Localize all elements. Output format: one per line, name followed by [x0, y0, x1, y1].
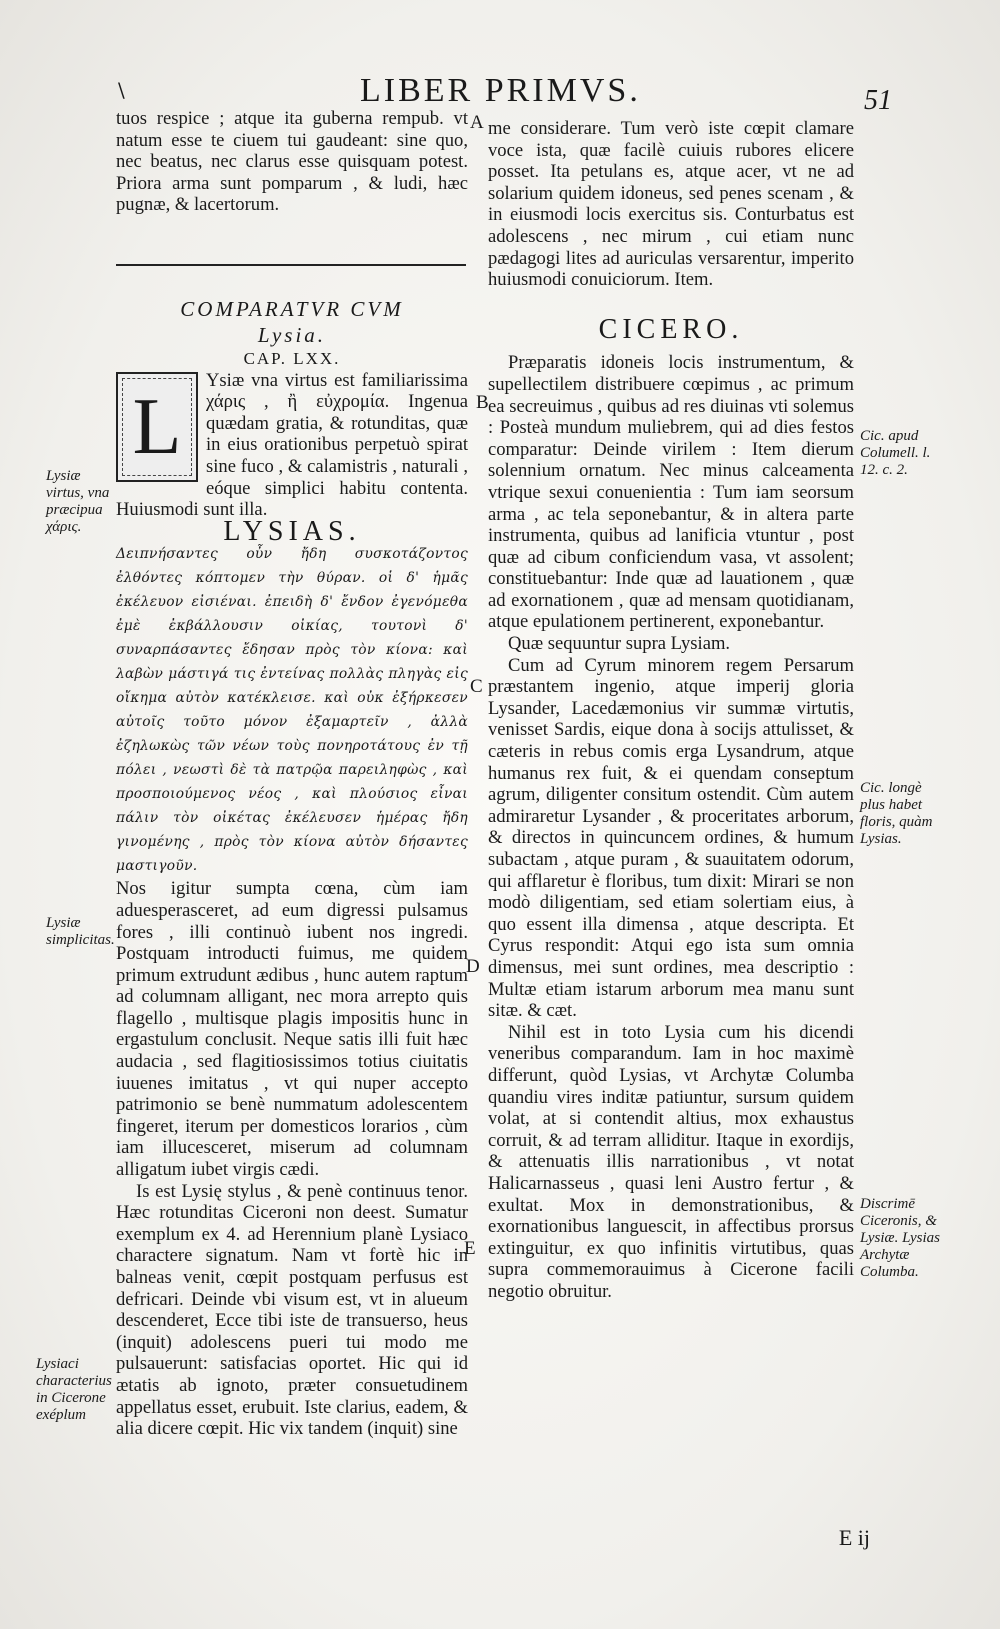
right-paragraph-3: Quæ sequuntur supra Lysiam. — [508, 633, 731, 655]
signature-mark: E ij — [838, 1525, 870, 1550]
divider-rule — [116, 264, 466, 266]
margin-note-left-2: Lysiæ simplicitas. — [46, 915, 115, 948]
left-column — [116, 108, 468, 1440]
running-head: LIBER PRIMVS. — [360, 72, 641, 109]
section-letter-a: A — [470, 112, 484, 133]
section-letter-d: D — [466, 956, 480, 977]
section-letter-c: C — [470, 676, 483, 697]
margin-note-right-1: Cic. apud Columell. l. 12. c. 2. — [860, 428, 931, 478]
chapter-heading: CAP. LXX. — [243, 348, 341, 368]
page-number: 51 — [864, 85, 892, 116]
greek-passage: Δειπνήσαντες οὖν ἤδη συσκοτάζοντος ἐλθόντες κόπτομεν τὴν θύραν. οἱ δ' ἡμᾶς ἐκέλευον εἰσιέναι. ἐπειδὴ δ' ἔνδον ἐγενόμεθα ἐμὲ ἐκβάλλουσιν οἰκίας, τουτονὶ δ' συναρπάσαντες ἔδησαν πρὸς τὸν κίονα: καὶ λαβὼν μάστιγά τις ἐντείνας πολλὰς πληγὰς εἰς οἴκημα αὐτὸν κατέκλεισε. καὶ οὐκ ἐξήρκεσεν αὐτοῖς τοῦτο μόνον ἐξαμαρτεῖν , ἀλλὰ ἐζηλωκὼς τῶν νέων τοὺς πονηροτάτους ἐν τῇ πόλει , νεωστὶ δὲ τὰ πατρῷα παρειληφὼς , καὶ προσποιούμενος νέος , καὶ πλούσιος εἶναι πάλιν τὸν οἰκέτας ἐκέλευσεν ἡμέρας ἤδη γινομένης , πρὸς τὸν κίονα αὐτὸν δήσαντες μαστιγοῦν. — [116, 546, 468, 875]
margin-note-right-3: Discrimē Ciceronis, & Lysiæ. Lysias Archytæ Columba. — [860, 1196, 940, 1280]
section-title: COMPARATVR CVM — [180, 296, 404, 321]
margin-note-right-2: Cic. longè plus habet floris, quàm Lysias. — [860, 780, 933, 847]
section-letter-b: B — [476, 392, 489, 413]
right-column — [488, 118, 854, 1302]
cicero-heading: CICERO. — [598, 313, 744, 345]
right-paragraph-2: Præparatis idoneis locis instrumentum, & supellectilem distribuere cœpimus , ac primum ea secreuimus , quibus ad res diuinas vti solemus : Posteà mundum muliebrem, qui ad dies festos comparatur: Deinde virilem : Item dierum solennium ornatum. Nec minus calceamenta vtrique sexui conuenientia : Tum iam seorsum arma , ac tela seponebantur, & in altera parte instrumenta, quibus ad lanificia vtuntur , post quæ ad cibum conficiendum vasa, vt assolent; constituebantur: Inde quæ ad lauationem , quæ ad exornationem , quæ ad mensam quotidianam, atque epulationem pertinerent, exponebantur. — [488, 352, 854, 633]
lysias-heading: LYSIAS. — [223, 515, 361, 547]
page-mark: \ — [118, 78, 125, 102]
left-paragraph-1: tuos respice ; atque ita guberna rempub. vt natum esse te ciuem tui gaudeant: sine quo, nec beatus, nec clarus esse quisquam potest. Priora arma sunt pomparum , & ludi, hæc pugnæ, & lacertorum. — [116, 108, 468, 216]
right-paragraph-5: Nihil est in toto Lysia cum his dicendi veneribus comparandum. Iam in hoc maximè differunt, quòd Lysias, vt Archytæ Columba quandiu vires inditæ patiuntur, sursum quidem volat, at si contendit altius, mox exhaustus corruit, & ad terram alliditur. Itaque in exordijs, & attenuatis illis narrationibus , vt notat Halicarnasseus , quasi leni Austro fertur , & exultat. Mox in demonstrationibus, & exornationibus languescit, in affectibus prorsus extinguitur, ex quo infinitis virtutibus, quas supra commemorauimus à Cicerone facili negotio obruitur. — [488, 1021, 854, 1302]
left-paragraph-4: Is est Lysię stylus , & penè continuus tenor. Hæc rotunditas Ciceroni non deest. Sumatur exemplum ex 4. ad Herennium planè Lysiaco charactere signatum. Nam vt fortè hic in balneas venit, cœpit postquam perfusus est defricari. Deinde vbi visum est, vt in alueum descenderet, Ecce tibi iste de transuerso, heus (inquit) adolescens pueri tui modo me pulsauerunt: satisfacias oportet. Hic qui id ætatis ab ignoto, præter consuetudinem appellatus esset, erubuit. Iste clarius, eadem, & alia dicere cœpit. Hic vix tandem (inquit) sine — [116, 1180, 468, 1440]
margin-note-left-3: Lysiaci characterius in Cicerone exéplum — [36, 1356, 112, 1423]
dropcap-letter: L — [132, 382, 182, 471]
margin-note-left-1: Lysiæ virtus, vna præcipua χάρις. — [46, 468, 110, 535]
section-letter-e: E — [464, 1238, 476, 1259]
left-paragraph-3: Nos igitur sumpta cœna, cùm iam aduesperasceret, ad eum digressi pulsamus fores , illi continuò iubent nos ingredi. Postquam introducti fuimus, me quidem primum extrudunt ædibus , hunc autem raptum ad columnam alligant, nec mora arrepto quis flagello , multisque plagis impositis hunc in ergastulum conclusit. Neque satis illi fuit hæc audacia , sed flagitiosissimos totius ciuitatis iuuenes imitatus , vt qui nuper accepto patrimonio se benè nummatum adolescentem fingeret, iterum per domesticos lorarios , cùm iam illucesceret, miserum ad columnam alligatum iubet virgis cædi. — [116, 878, 468, 1181]
section-subtitle: Lysia. — [257, 322, 327, 347]
right-paragraph-4: Cum ad Cyrum minorem regem Persarum præstantem ingenio, atque imperij gloria Lysander, Lacedæmonius vir summæ virtutis, venisset Sardis, eique dona à socijs attulisset, & cæteris in rebus comis erga Lysandrum, atque humanus rex fuit, & ei quendam conseptum agrum, diligenter consitum ostendit. Cùm autem admiraretur Lysander , & proceritates arborum, & directos in quincuncem ordines, & humum subactam , atque puram , & suauitatem odorum, qui afflaretur è floribus, tum dixit: Mirari se non modò diligentiam, sed etiam solertiam eius, à quo essent illa dimensa , atque descripta. Et Cyrus respondit: Atqui ego ista sum omnia dimensus, mei sunt ordines, mea descriptio : Multæ etiam istarum arborum mea manu sunt sitæ. & cæt. — [488, 654, 854, 1022]
dropcap-ornament — [116, 372, 198, 482]
right-paragraph-1: me considerare. Tum verò iste cœpit clamare voce ista, quæ facilè cuiuis rubores elicere posset. Ita petulans es, atque acer, vt ne ad solarium quidem idoneus, sed penes scenam , & in eiusmodi locis exercitus sis. Conturbatus est adolescens , nec mirum , cui etiam nunc pædagogi lites ad auriculas versarentur, imperito huiusmodi conuiciorum. Item. — [488, 118, 854, 291]
left-paragraph-2: Ysiæ vna virtus est familiarissima χάρις , ἢ εὐχρομία. Ingenua quædam gratia, & rotunditas, quæ in eius orationibus perpetuò spirat sine fuco , & calamistris , naturali , eóque simplici habitu contenta. Huiusmodi sunt illa. — [116, 369, 468, 521]
